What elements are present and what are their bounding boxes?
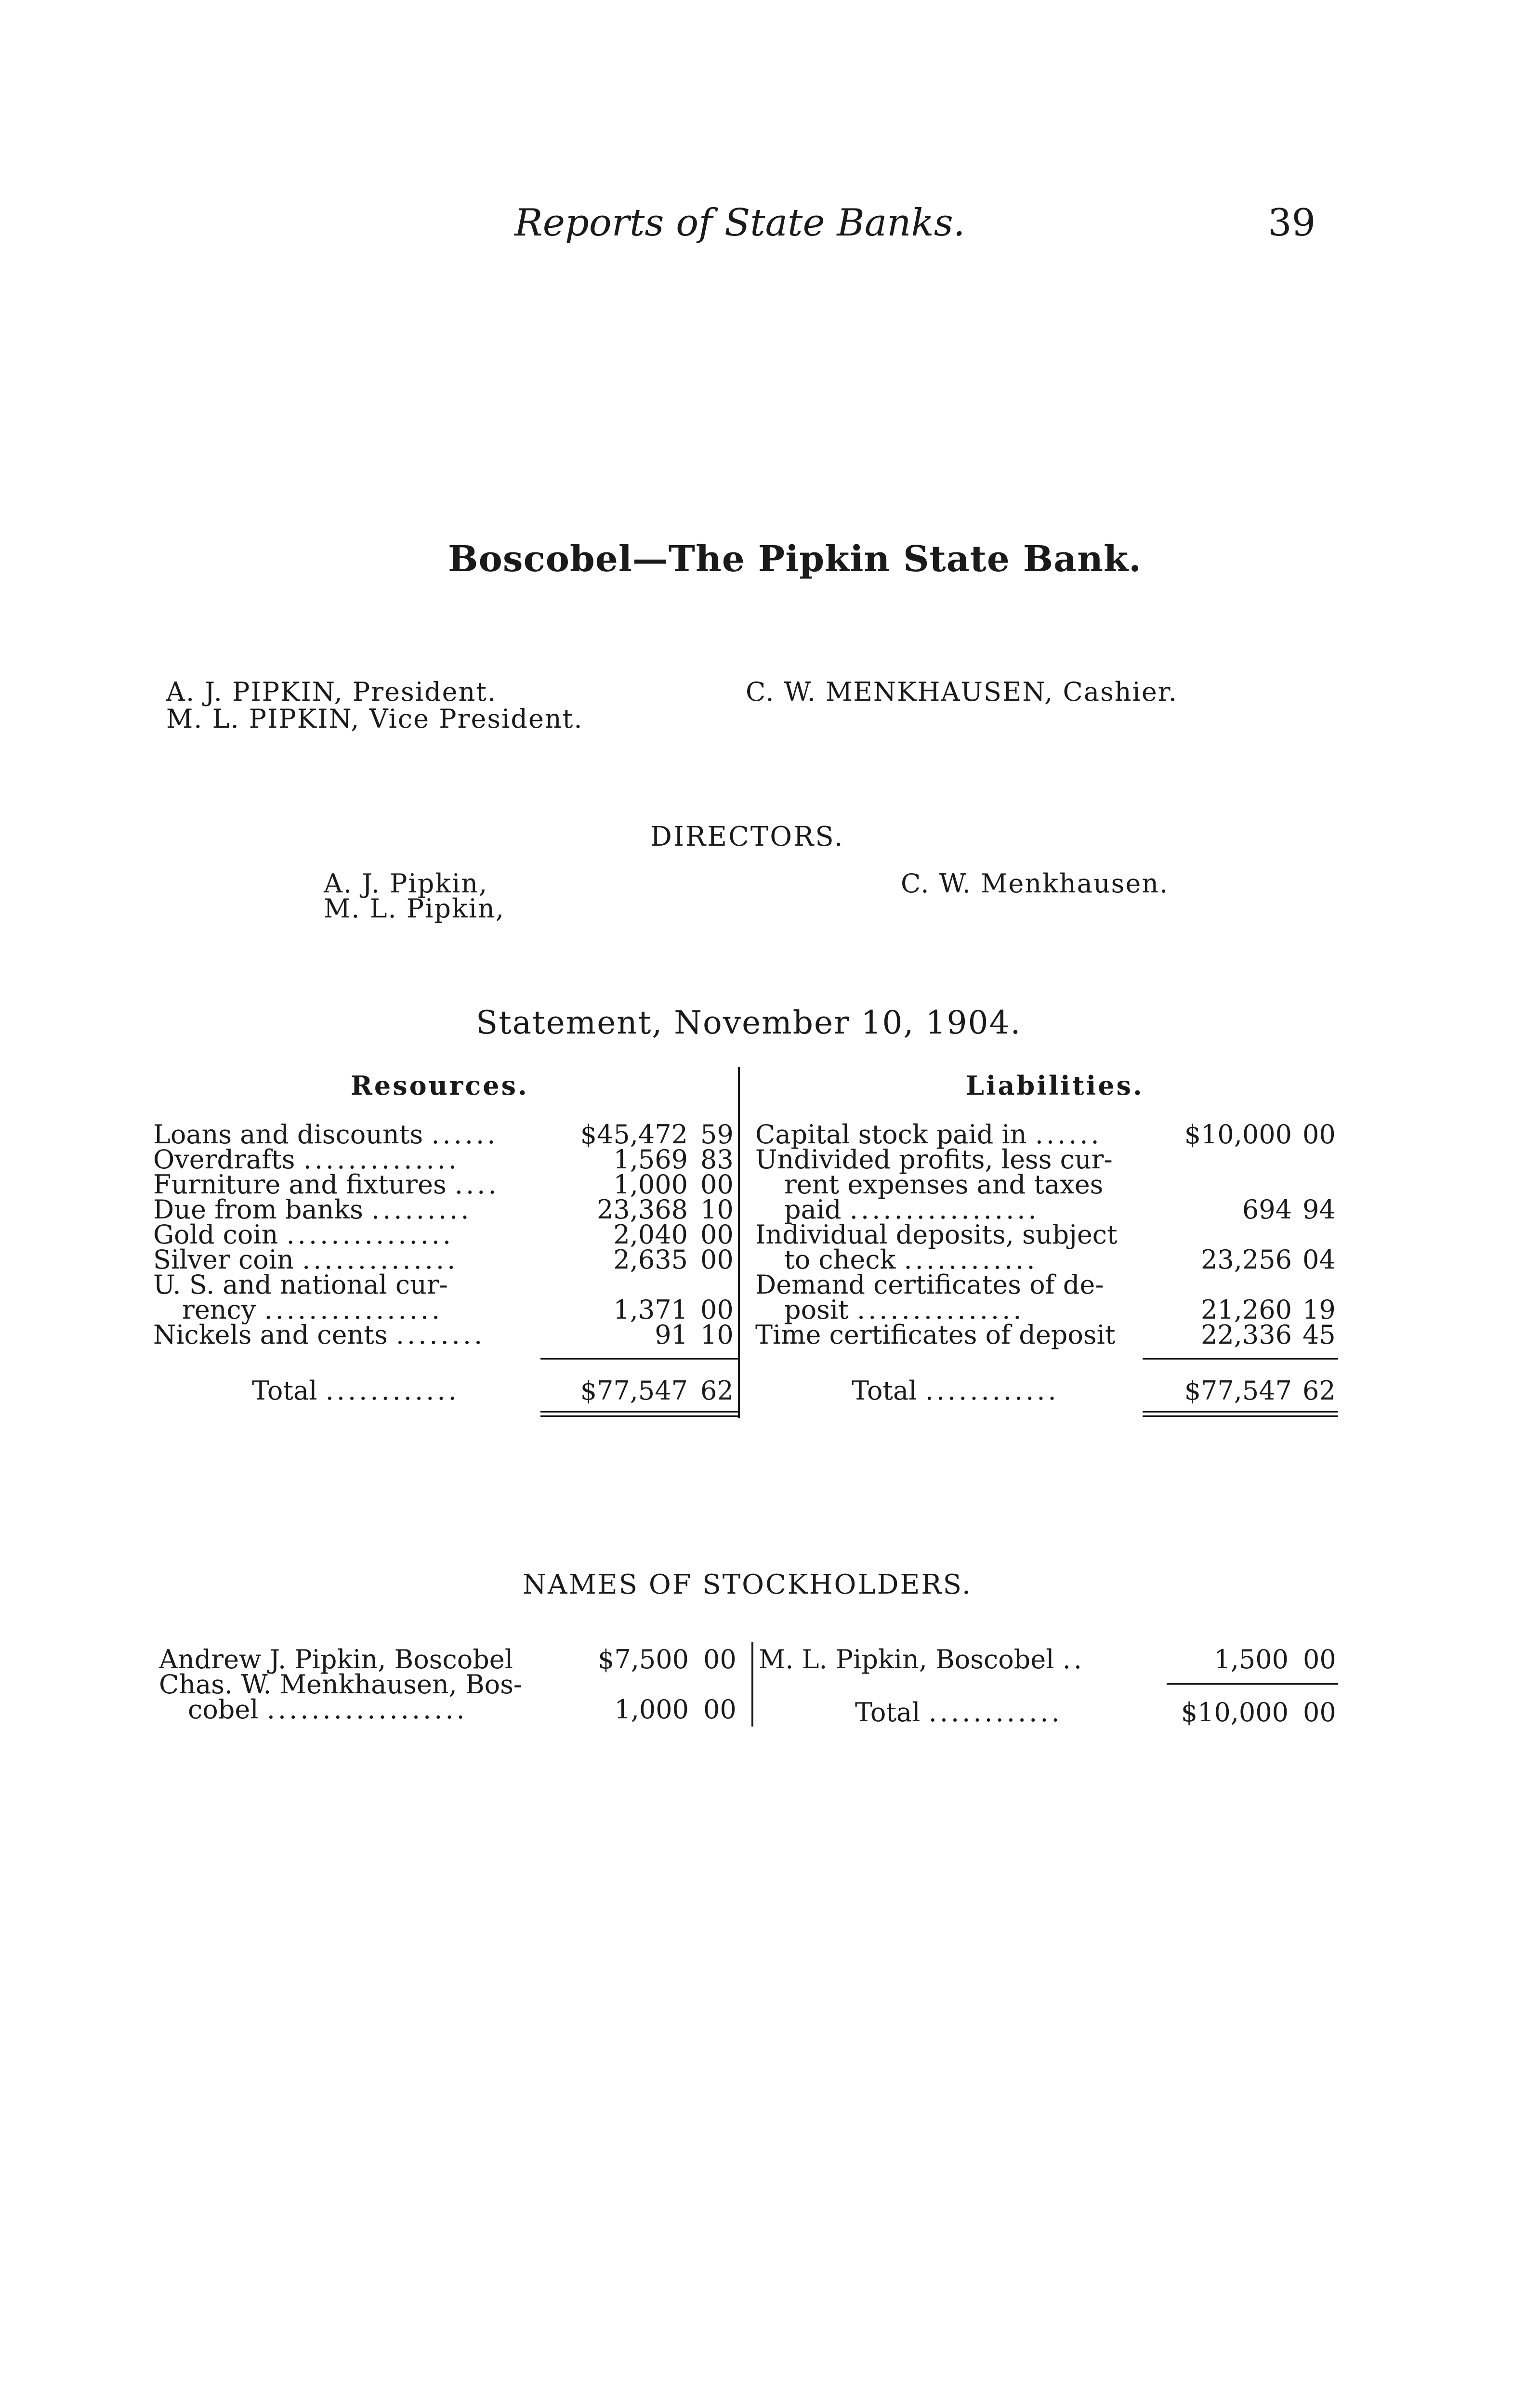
row-cents: 94 — [1302, 1194, 1336, 1225]
liabilities-heading: Liabilities. — [966, 1070, 1144, 1101]
row-cents: 00 — [1303, 1644, 1336, 1675]
row-cents: 00 — [703, 1694, 737, 1725]
row-label: Due from banks ......... — [153, 1194, 472, 1225]
director: C. W. Menkhausen. — [901, 868, 1169, 899]
officer-president: A. J. PIPKIN, President. — [166, 677, 497, 707]
page-number: 39 — [1268, 201, 1316, 245]
row-cents: 10 — [700, 1320, 734, 1350]
row-label: Undivided profits, less cur- — [755, 1144, 1113, 1175]
resources-total-row — [153, 1375, 736, 1406]
table-row — [153, 1322, 736, 1348]
row-label: Furniture and fixtures .... — [153, 1169, 500, 1200]
row-cents: 00 — [700, 1219, 734, 1250]
row-cents: 00 — [700, 1244, 734, 1275]
stockholders-sum-rule — [1167, 1683, 1338, 1685]
table-row — [755, 1295, 1338, 1325]
liabilities-total-row — [755, 1375, 1338, 1406]
liabilities-double-rule — [1143, 1411, 1338, 1417]
row-dollars: 2,635 — [613, 1244, 688, 1275]
row-label: Loans and discounts ...... — [153, 1119, 499, 1150]
row-label: rency ................ — [182, 1295, 443, 1325]
table-row — [755, 1244, 1338, 1275]
row-label: M. L. Pipkin, Boscobel .. — [759, 1644, 1085, 1675]
liabilities-sum-rule — [1143, 1358, 1338, 1360]
total-label: Total ............ — [855, 1697, 1063, 1727]
liabilities-table — [755, 1119, 1338, 1350]
row-dollars: 91 — [655, 1320, 688, 1350]
table-row — [159, 1694, 737, 1725]
officer-cashier: C. W. MENKHAUSEN, Cashier. — [746, 677, 1178, 707]
director: A. J. Pipkin, — [324, 868, 488, 899]
row-dollars: 1,569 — [613, 1144, 688, 1175]
table-row — [755, 1219, 1338, 1250]
row-label: Capital stock paid in ...... — [755, 1119, 1102, 1150]
table-row — [755, 1119, 1338, 1150]
stockholders-right-table — [759, 1644, 1337, 1675]
row-label: cobel .................. — [188, 1694, 468, 1725]
row-label: Individual deposits, subject — [755, 1219, 1118, 1250]
table-row — [755, 1322, 1338, 1348]
row-cents: 04 — [1302, 1244, 1336, 1275]
row-cents: 00 — [1302, 1119, 1336, 1150]
row-label: Chas. W. Menkhausen, Bos- — [159, 1669, 523, 1700]
table-row — [755, 1169, 1338, 1200]
row-label: rent expenses and taxes — [784, 1169, 1104, 1200]
row-dollars: 1,000 — [614, 1694, 689, 1725]
table-row — [153, 1194, 736, 1225]
total-cents: 00 — [1303, 1697, 1336, 1727]
row-cents: 00 — [700, 1169, 734, 1200]
row-cents: 19 — [1302, 1295, 1336, 1325]
total-dollars: $10,000 — [1181, 1697, 1289, 1727]
row-dollars: 21,260 — [1201, 1295, 1292, 1325]
row-label: Demand certificates of de- — [755, 1269, 1104, 1300]
row-label: posit ............... — [784, 1295, 1025, 1325]
table-row — [153, 1119, 736, 1150]
running-title: Reports of State Banks. — [514, 201, 965, 245]
total-label: Total ............ — [852, 1375, 1059, 1406]
row-cents: 00 — [700, 1295, 734, 1325]
directors-heading: DIRECTORS. — [650, 821, 844, 852]
row-cents: 59 — [700, 1119, 734, 1150]
total-cents: 62 — [1302, 1375, 1336, 1406]
resources-double-rule — [540, 1411, 738, 1417]
total-dollars: $77,547 — [580, 1375, 688, 1406]
row-dollars: 1,000 — [613, 1169, 688, 1200]
row-dollars: 1,500 — [1214, 1644, 1289, 1675]
table-row — [755, 1194, 1338, 1225]
row-label: Silver coin .............. — [153, 1244, 459, 1275]
table-row — [755, 1144, 1338, 1175]
row-label: Nickels and cents ........ — [153, 1320, 486, 1350]
table-row — [755, 1269, 1338, 1300]
column-divider — [738, 1067, 740, 1418]
row-dollars: 1,371 — [613, 1295, 688, 1325]
row-dollars: 23,256 — [1201, 1244, 1292, 1275]
row-label: Gold coin ............... — [153, 1219, 454, 1250]
resources-sum-rule — [540, 1358, 738, 1360]
row-dollars: 694 — [1242, 1194, 1292, 1225]
row-cents: 45 — [1302, 1320, 1336, 1350]
table-row — [153, 1219, 736, 1250]
table-row — [159, 1644, 737, 1675]
row-dollars: 2,040 — [613, 1219, 688, 1250]
row-dollars: $7,500 — [598, 1644, 689, 1675]
row-label: paid ................. — [784, 1194, 1039, 1225]
statement-title: Statement, November 10, 1904. — [476, 1004, 1022, 1041]
row-dollars: 22,336 — [1201, 1320, 1292, 1350]
row-dollars: $10,000 — [1184, 1119, 1292, 1150]
total-cents: 62 — [700, 1375, 734, 1406]
total-dollars: $77,547 — [1184, 1375, 1292, 1406]
table-row — [153, 1144, 736, 1175]
table-row — [759, 1644, 1337, 1675]
row-label: Overdrafts .............. — [153, 1144, 460, 1175]
table-row — [153, 1295, 736, 1325]
table-row — [153, 1244, 736, 1275]
resources-heading: Resources. — [351, 1070, 529, 1101]
stockholders-heading: NAMES OF STOCKHOLDERS. — [523, 1569, 972, 1600]
row-label: Andrew J. Pipkin, Boscobel — [159, 1644, 513, 1675]
stockholders-divider — [751, 1642, 753, 1727]
table-row — [153, 1269, 736, 1300]
row-cents: 83 — [700, 1144, 734, 1175]
row-dollars: $45,472 — [580, 1119, 688, 1150]
row-label: Time certificates of deposit — [755, 1320, 1116, 1350]
stockholders-left-table — [159, 1644, 737, 1725]
row-label: to check ............ — [784, 1244, 1038, 1275]
row-dollars: 23,368 — [597, 1194, 688, 1225]
row-cents: 10 — [700, 1194, 734, 1225]
officer-vice-president: M. L. PIPKIN, Vice President. — [166, 704, 583, 734]
bank-title: Boscobel—The Pipkin State Bank. — [448, 538, 1142, 580]
table-row — [159, 1669, 737, 1700]
resources-table — [153, 1119, 736, 1350]
stockholders-total-row — [759, 1697, 1337, 1727]
row-label: U. S. and national cur- — [153, 1269, 448, 1300]
table-row — [153, 1169, 736, 1200]
row-cents: 00 — [703, 1644, 737, 1675]
total-label: Total ............ — [252, 1375, 460, 1406]
director: M. L. Pipkin, — [324, 893, 505, 924]
